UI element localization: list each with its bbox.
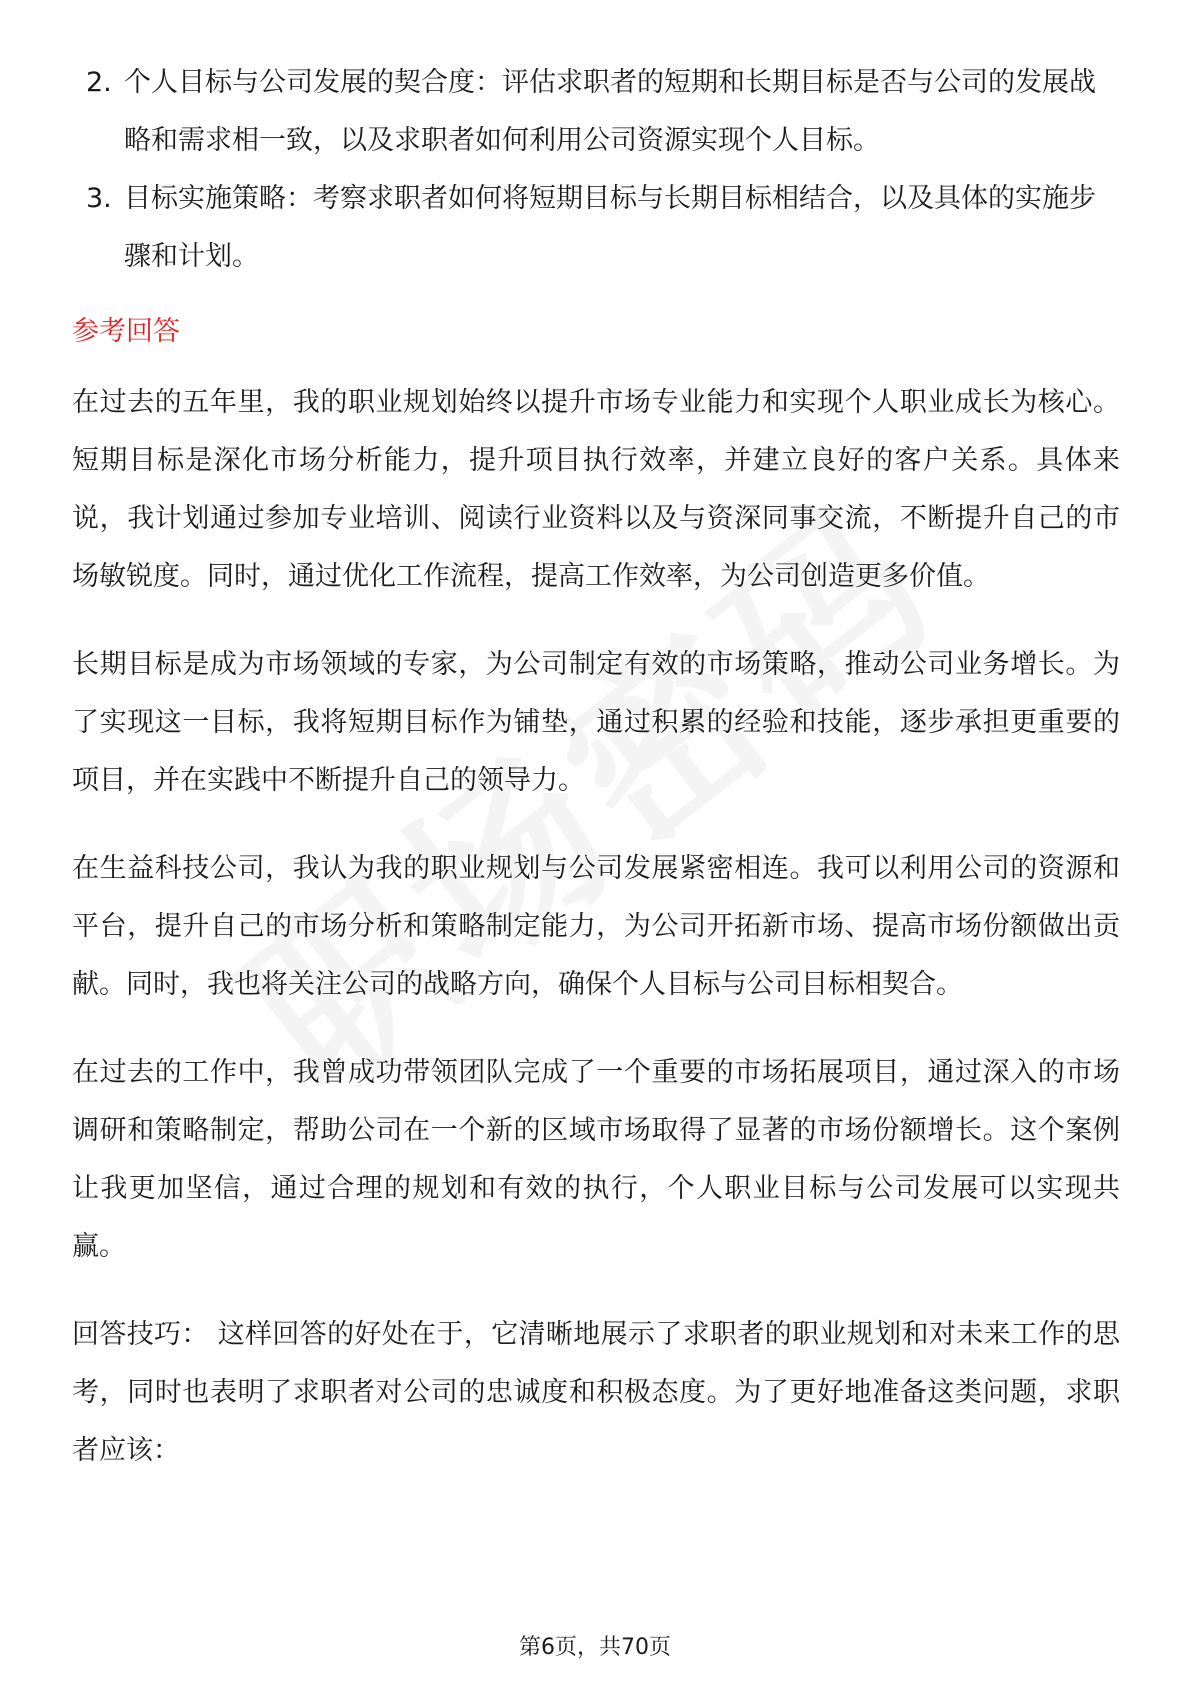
page-number: 第6页，共70页	[519, 1635, 671, 1660]
list-item-text: 目标实施策略：考察求职者如何将短期目标与长期目标相结合，以及具体的实施步骤和计划。	[124, 183, 1096, 272]
list-item-number: 2.	[86, 67, 112, 98]
document-body	[72, 54, 1120, 1510]
list-item	[72, 54, 1120, 170]
answer-paragraph: 在过去的五年里，我的职业规划始终以提升市场专业能力和实现个人职业成长为核心。短期目标是深化市场分析能力，提升项目执行效率，并建立良好的客户关系。具体来说，我计划通过参加专业培训、阅读行业资料以及与资深同事交流，不断提升自己的市场敏锐度。同时，通过优化工作流程，提高工作效率，为公司创造更多价值。	[72, 387, 1120, 592]
list-item	[72, 170, 1120, 286]
answer-paragraph: 在生益科技公司，我认为我的职业规划与公司发展紧密相连。我可以利用公司的资源和平台，提升自己的市场分析和策略制定能力，为公司开拓新市场、提高市场份额做出贡献。同时，我也将关注公司的战略方向，确保个人目标与公司目标相契合。	[72, 853, 1120, 1000]
answer-paragraph: 在过去的工作中，我曾成功带领团队完成了一个重要的市场拓展项目，通过深入的市场调研和策略制定，帮助公司在一个新的区域市场取得了显著的市场份额增长。这个案例让我更加坚信，通过合理的规划和有效的执行，个人职业目标与公司发展可以实现共赢。	[72, 1057, 1120, 1262]
section-title: 参考回答	[72, 316, 180, 347]
criteria-list	[72, 54, 1120, 286]
answer-paragraph: 长期目标是成为市场领域的专家，为公司制定有效的市场策略，推动公司业务增长。为了实现这一目标，我将短期目标作为铺垫，通过积累的经验和技能，逐步承担更重要的项目，并在实践中不断提升自己的领导力。	[72, 649, 1120, 796]
list-item-text: 个人目标与公司发展的契合度：评估求职者的短期和长期目标是否与公司的发展战略和需求相一致，以及求职者如何利用公司资源实现个人目标。	[124, 67, 1096, 156]
answer-tips-paragraph: 回答技巧： 这样回答的好处在于，它清晰地展示了求职者的职业规划和对未来工作的思考，同时也表明了求职者对公司的忠诚度和积极态度。为了更好地准备这类问题，求职者应该：	[72, 1319, 1120, 1466]
list-item-number: 3.	[86, 183, 112, 214]
